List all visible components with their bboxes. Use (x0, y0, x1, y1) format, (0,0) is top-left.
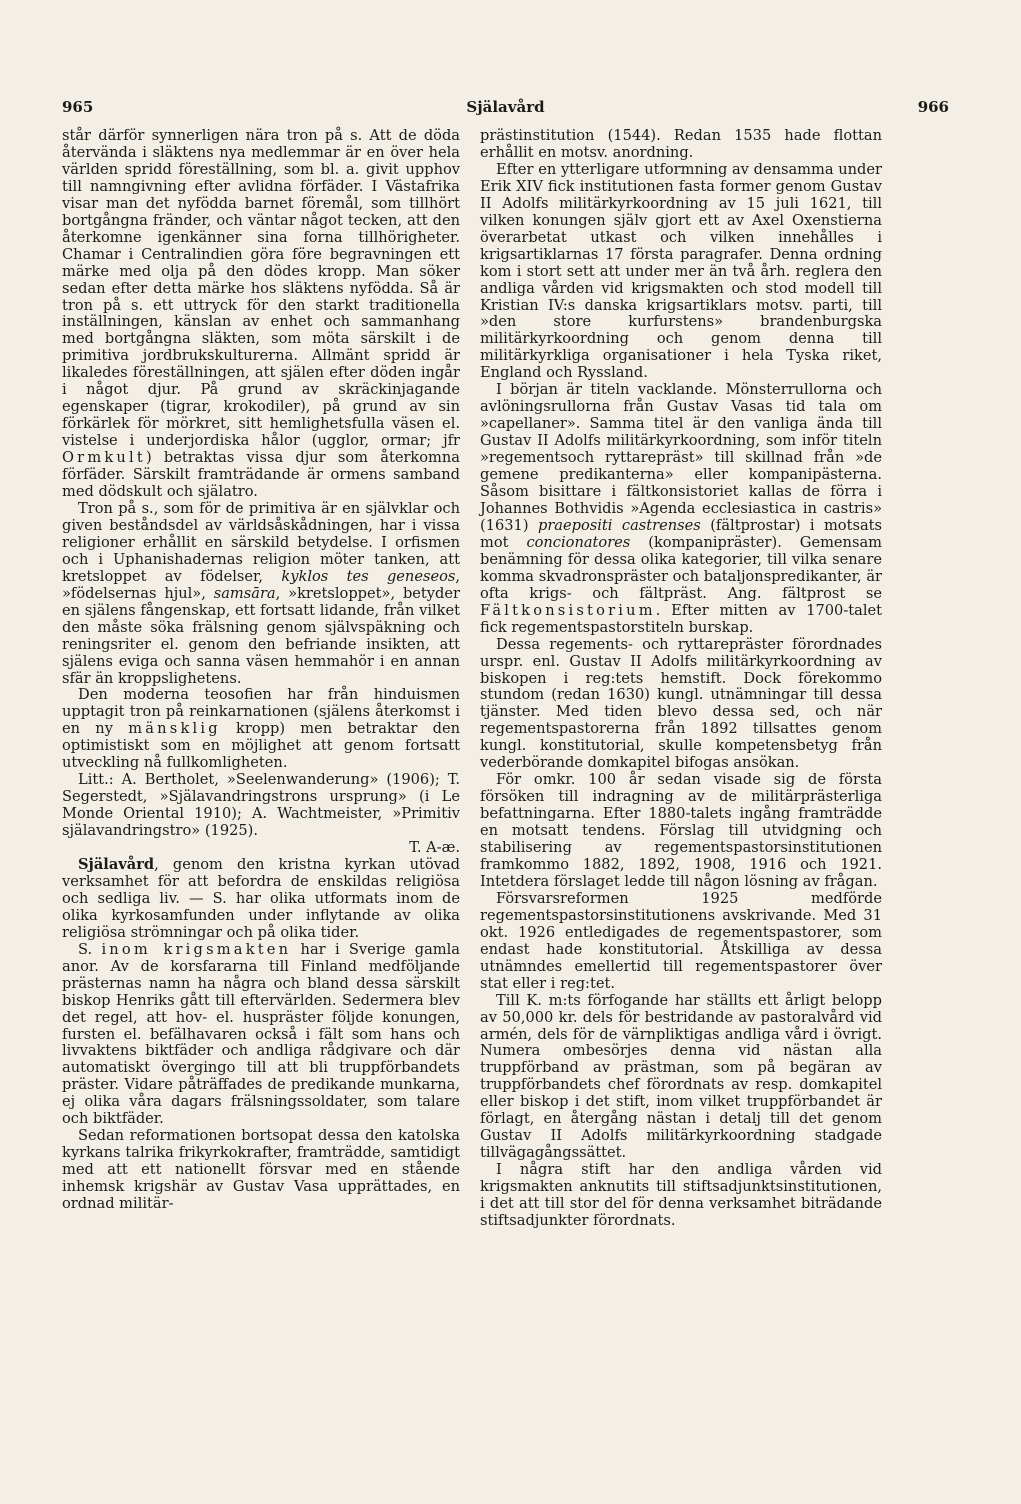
paragraph: Till K. m:ts förfogande har ställts ett årligt belopp av 50,000 kr. dels för bestridande av pastoralvård vid armén, dels för de värnpliktigas andliga vård i övrigt. Numera ombesörjes denna vid nästan alla truppförband av prästman, som på begäran av truppförbandets chef förordnats av resp. domkapitel eller biskop i det stift, inom vilket truppförbandet är förlagt, en återgång nästan i detalj till det genom Gustav II Adolfs militärkyrkoordning stadgade tillvägagångssättet. (480, 991, 882, 1162)
right-column (480, 128, 882, 1230)
paragraph: Tron på s., som för de primitiva är en självklar och given beståndsdel av världsåskådningen, har i vissa religioner erhållit en särskild betydelse. I orfismen och i Uphanishadernas religion möter tanken, att kretsloppet av födelser, kyklos tes geneseos, »födelsernas hjul», samsāra, »kretsloppet», betyder en själens fångenskap, ett fortsatt lidande, från vilket den måste söka frälsning genom självspäkning och reningsriter el. genom den befriande insikten, att själens eviga och sanna väsen hemmahör i en annan sfär än kroppslighetens. (62, 499, 460, 687)
paragraph: Efter en ytterligare utformning av densamma under Erik XIV fick institutionen fasta former genom Gustav II Adolfs militärkyrkoordning av 15 juli 1621, till vilken konungen själv gjort ett av Axel Oxenstierna överarbetat utkast och vilken innehålles i krigsartiklarnas 17 första paragrafer. Denna ordning kom i stort sett att under mer än två årh. reglera den andliga vården vid krigsmakten och stod modell till Kristian IV:s danska krigsartiklars motsv. parti, till »den store kurfurstens» brandenburgska militärkyrkoordning och genom denna till militärkyrkliga organisationer i hela Tyska riket, England och Ryssland. (480, 160, 882, 382)
paragraph: står därför synnerligen nära tron på s. Att de döda återvända i släktens nya medlemmar är en över hela världen spridd föreställning, som bl. a. givit upphov till namngivning efter avlidna förfäder. I Västafrika visar man det nyfödda barnet föremål, som tillhört bortgångna fränder, och väntar något tecken, att den återkomne igenkänner sina forna tillhörigheter. Chamar i Centralindien göra före begravningen ett märke med olja på den dödes kropp. Man söker sedan efter detta märke hos släktens nyfödda. Så är tron på s. ett uttryck för den starkt traditionella inställningen, känslan av enhet och sammanhang med bortgångna släkten, som möta särskilt i de primitiva jordbrukskulturerna. Allmänt spridd är likaledes föreställningen, att själen efter döden ingår i något djur. På grund av skräckinjagande egenskaper (tigrar, krokodiler), på grund av sin förkärlek för mörkret, sitt hemlighetsfulla väsen el. vistelse i underjordiska hålor (ugglor, ormar; jfr Ormkult) betraktas vissa djur som återkomna förfäder. Särskilt framträdande är ormens samband med dödskult och själatro. (62, 127, 460, 501)
page-number-left: 965 (62, 98, 94, 116)
entry-headword: Själavård (78, 855, 155, 873)
paragraph: Den moderna teosofien har från hinduismen upptagit tron på reinkarnationen (själens återkomst i en ny mänsklig kropp) men betraktar den optimistiskt som en möjlighet att genom fortsatt utveckling nå fullkomligheten. (62, 686, 460, 772)
entry-paragraph: Själavård, genom den kristna kyrkan utövad verksamhet för att befordra de enskildas religiösa och sedliga liv. — S. har olika utformats inom de olika kyrkosamfunden under inflytande av olika religiösa strömningar och på olika tider. (62, 855, 460, 941)
page-number-right: 966 (917, 98, 949, 116)
left-column (62, 128, 460, 1213)
paragraph: S. inom krigsmakten har i Sverige gamla anor. Av de korsfararna till Finland medföljande prästernas namn ha några och bland dessa särskilt biskop Henriks gått till eftervärlden. Sedermera blev det regel, att hov- el. huspräster följde konungen, fursten el. befälhavaren också i fält som hans och livvaktens biktfäder och andliga rådgivare och där automatiskt övergingo till att bli truppförbandets präster. Vidare påträffades de predikande munkarna, ej olika våra dagars frälsningssoldater, som talare och biktfäder. (62, 940, 460, 1128)
header-title: Själavård (466, 98, 545, 116)
author-signature: T. A-æ. (409, 839, 460, 857)
paragraph: I början är titeln vacklande. Mönsterrullorna och avlöningsrullorna från Gustav Vasas tid tala om »capellaner». Samma titel är den vanliga ända till Gustav II Adolfs militärkyrkoordning, som inför titeln »regementsoch ryttarepräst» till skillnad från »de gemene predikanterna» eller kompanipästerna. Såsom bisittare i fältkonsistoriet kallas de förra i Johannes Bothvidis »Agenda ecclesiastica in castris» (1631) praepositi castrenses (fältprostar) i motsats mot concionatores (kompanipräster). Gemensam benämning för dessa olika kategorier, till vilka senare komma skvadronspräster och bataljonspredikanter, är ofta krigs- och fältpräst. Ang. fältprost se Fältkonsistorium. Efter mitten av 1700-talet fick regementspastorstiteln burskap. (480, 381, 883, 636)
paragraph: Försvarsreformen 1925 medförde regementspastorsinstitutionens avskrivande. Med 31 okt. 1926 entledigades de regementspastorer, som endast hade konstitutorial. Åtskilliga av dessa utnämndes emellertid till regementspastorer över stat eller i reg:tet. (480, 889, 882, 992)
paragraph: I några stift har den andliga vården vid krigsmakten anknutits till stiftsadjunktsinstitutionen, i det att till stor del för denna verksamhet biträdande stiftsadjunkter förordnats. (480, 1161, 882, 1229)
paragraph: prästinstitution (1544). Redan 1535 hade flottan erhållit en motsv. anordning. (480, 127, 882, 161)
paragraph: För omkr. 100 år sedan visade sig de första försöken till indragning av de militärprästerliga befattningarna. Efter 1880-talets ingång framträdde en motsatt tendens. Förslag till utvidgning och stabilisering av regementspastorsinstitutionen framkommo 1882, 1892, 1908, 1916 och 1921. Intetdera förslaget ledde till någon lösning av frågan. (480, 771, 882, 890)
page-header (62, 98, 949, 120)
paragraph: Sedan reformationen bortsopat dessa den katolska kyrkans talrika frikyrkokrafter, framträdde, samtidigt med att ett nationellt försvar med en stående inhemsk krigshär av Gustav Vasa upprättades, en ordnad militär- (62, 1127, 460, 1213)
paragraph: Dessa regements- och ryttarepräster förordnades urspr. enl. Gustav II Adolfs militärkyrkoordning av biskopen i reg:tets hemstift. Dock förekommo stundom (redan 1630) kungl. utnämningar till dessa tjänster. Med tiden blevo dessa sed, och när regementspastorerna från 1892 tillsattes genom kungl. konstitutorial, skulle kompetensbetyg från vederbörande domkapitel bifogas ansökan. (480, 635, 882, 772)
literature-note: Litt.: A. Bertholet, »Seelenwanderung» (1906); T. Segerstedt, »Själavandringstrons ursprung» (i Le Monde Oriental 1910); A. Wachtmeister, »Primitiv själavandringstro» (1925). (62, 771, 460, 840)
